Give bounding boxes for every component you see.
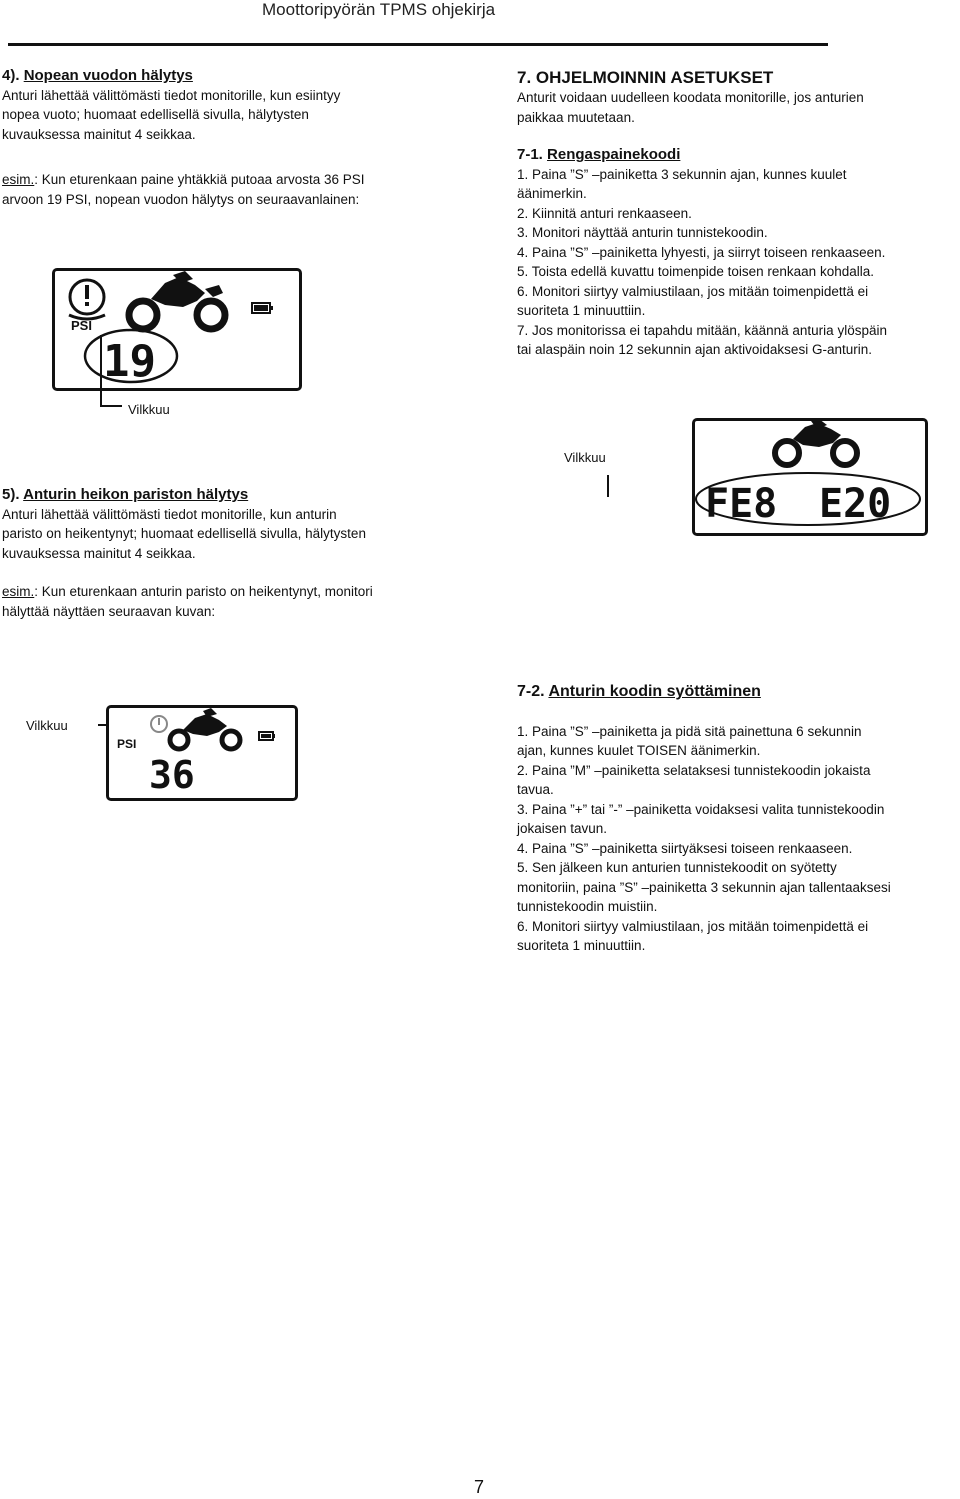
callout-line bbox=[100, 335, 102, 407]
document-header-title: Moottoripyörän TPMS ohjekirja bbox=[262, 0, 496, 19]
step-line: 3. Paina ”+” tai ”-” –painiketta voidaksesi valita tunnistekoodin bbox=[517, 801, 885, 817]
step-line: 5. Sen jälkeen kun anturien tunnistekoodit on syötetty bbox=[517, 860, 837, 875]
blink-label: Vilkkuu bbox=[128, 402, 170, 417]
sub-7-2 bbox=[517, 682, 960, 956]
blink-label: Vilkkuu bbox=[564, 450, 606, 465]
lcd-graphic bbox=[55, 271, 299, 388]
section-5-title: Anturin heikon pariston hälytys bbox=[23, 486, 249, 503]
text-line: paikkaa muutetaan. bbox=[517, 109, 635, 125]
header-divider bbox=[8, 43, 828, 46]
section-4-heading bbox=[2, 66, 462, 86]
code-right: E20 bbox=[819, 481, 892, 527]
step-line: 2. Paina ”M” –painiketta selataksesi tunnistekoodin jokaista bbox=[517, 762, 871, 778]
motorcycle-icon bbox=[129, 271, 225, 329]
section-7-intro bbox=[517, 88, 957, 127]
lcd-display-low-battery bbox=[106, 705, 298, 801]
step-line: 4. Paina ”S” –painiketta siirtyäksesi toiseen renkaaseen. bbox=[517, 840, 853, 856]
step-line: jokaisen tavun. bbox=[517, 821, 608, 836]
text-line: arvoon 19 PSI, nopean vuodon hälytys on seuraavanlainen: bbox=[2, 191, 360, 207]
section-4-number: 4). bbox=[2, 67, 20, 84]
page-number: 7 bbox=[474, 1477, 485, 1497]
step-line: 1. Paina ”S” –painiketta ja pidä sitä painettuna 6 sekunnin bbox=[517, 723, 862, 739]
sub-7-2-heading bbox=[517, 682, 960, 702]
section-7 bbox=[517, 68, 957, 360]
section-4-title: Nopean vuodon hälytys bbox=[23, 67, 193, 84]
sub-7-1-steps bbox=[517, 165, 957, 360]
step-line: 5. Toista edellä kuvattu toimenpide toisen renkaan kohdalla. bbox=[517, 264, 874, 279]
sub-7-2-title: Anturin koodin syöttäminen bbox=[548, 683, 761, 700]
section-5 bbox=[2, 485, 472, 621]
text-line: kuvauksessa mainitut 4 seikkaa. bbox=[2, 545, 196, 561]
step-line: 2. Kiinnitä anturi renkaaseen. bbox=[517, 205, 692, 221]
step-line: 3. Monitori näyttää anturin tunnistekoodin. bbox=[517, 225, 768, 240]
section-5-example bbox=[2, 582, 472, 621]
step-line: tunnistekoodin muistiin. bbox=[517, 899, 658, 914]
battery-icon bbox=[252, 303, 273, 313]
text-line: Anturit voidaan uudelleen koodata monitorille, jos anturien bbox=[517, 90, 864, 105]
blink-label: Vilkkuu bbox=[26, 718, 68, 733]
step-line: tavua. bbox=[517, 782, 554, 797]
psi-value: 19 bbox=[103, 336, 156, 387]
step-line: monitoriin, paina ”S” –painiketta 3 sekunnin ajan tallentaaksesi bbox=[517, 879, 891, 895]
text-line: nopea vuoto; huomaat edellisellä sivulla, hälytysten bbox=[2, 107, 309, 122]
tire-warning-icon bbox=[151, 716, 167, 732]
text-line: : Kun eturenkaan paine yhtäkkiä putoaa arvosta 36 PSI bbox=[34, 172, 365, 187]
section-4-example bbox=[2, 170, 462, 209]
lcd-display-rapid-leak bbox=[52, 268, 302, 391]
section-4-body bbox=[2, 86, 462, 145]
sub-7-1-number: 7-1. bbox=[517, 146, 543, 163]
step-line: 6. Monitori siirtyy valmiustilaan, jos mitään toimenpidettä ei bbox=[517, 918, 869, 934]
step-line: 7. Jos monitorissa ei tapahdu mitään, käännä anturia ylöspäin bbox=[517, 322, 887, 338]
sub-7-2-steps bbox=[517, 722, 960, 956]
step-line: 4. Paina ”S” –painiketta lyhyesti, ja siirryt toiseen renkaaseen. bbox=[517, 244, 886, 260]
step-line: 1. Paina ”S” –painiketta 3 sekunnin ajan, kunnes kuulet bbox=[517, 166, 847, 182]
step-line: äänimerkin. bbox=[517, 186, 587, 201]
text-line: paristo on heikentynyt; huomaat edellisellä sivulla, hälytysten bbox=[2, 526, 366, 541]
step-line: suoriteta 1 minuuttiin. bbox=[517, 938, 646, 953]
text-line: kuvauksessa mainitut 4 seikkaa. bbox=[2, 126, 196, 142]
sub-7-1-title: Rengaspainekoodi bbox=[547, 146, 681, 163]
psi-label: PSI bbox=[117, 737, 137, 751]
text-line: : Kun eturenkaan anturin paristo on heikentynyt, monitori bbox=[34, 584, 373, 599]
psi-value: 36 bbox=[149, 753, 195, 797]
section-7-title: 7. OHJELMOINNIN ASETUKSET bbox=[517, 68, 774, 87]
section-5-number: 5). bbox=[2, 486, 20, 503]
lcd-graphic bbox=[695, 421, 925, 533]
section-4 bbox=[2, 66, 462, 209]
callout-line bbox=[607, 475, 609, 497]
tire-warning-icon bbox=[69, 280, 105, 319]
step-line: 6. Monitori siirtyy valmiustilaan, jos mitään toimenpidettä ei bbox=[517, 283, 869, 299]
lcd-display-sensor-code bbox=[692, 418, 928, 536]
example-prefix: esim. bbox=[2, 172, 35, 187]
example-prefix: esim. bbox=[2, 584, 35, 599]
text-line: Anturi lähettää välittömästi tiedot monitorille, kun anturin bbox=[2, 506, 337, 522]
step-line: tai alaspäin noin 12 sekunnin ajan aktivoidaksesi G-anturin. bbox=[517, 342, 872, 357]
step-line: suoriteta 1 minuuttiin. bbox=[517, 303, 646, 318]
motorcycle-icon bbox=[775, 421, 857, 465]
section-5-body bbox=[2, 505, 472, 564]
battery-icon bbox=[259, 732, 275, 740]
sub-7-2-number: 7-2. bbox=[517, 683, 545, 700]
text-line: Anturi lähettää välittömästi tiedot monitorille, kun esiintyy bbox=[2, 87, 341, 103]
lcd-graphic bbox=[109, 708, 295, 798]
text-line: hälyttää näyttäen seuraavan kuvan: bbox=[2, 603, 216, 619]
section-5-heading bbox=[2, 485, 472, 505]
code-left: FE8 bbox=[705, 481, 778, 527]
sub-7-1-heading bbox=[517, 145, 957, 165]
psi-label: PSI bbox=[71, 318, 92, 333]
callout-line bbox=[100, 405, 122, 407]
step-line: ajan, kunnes kuulet TOISEN äänimerkin. bbox=[517, 743, 761, 758]
motorcycle-icon bbox=[170, 708, 240, 749]
